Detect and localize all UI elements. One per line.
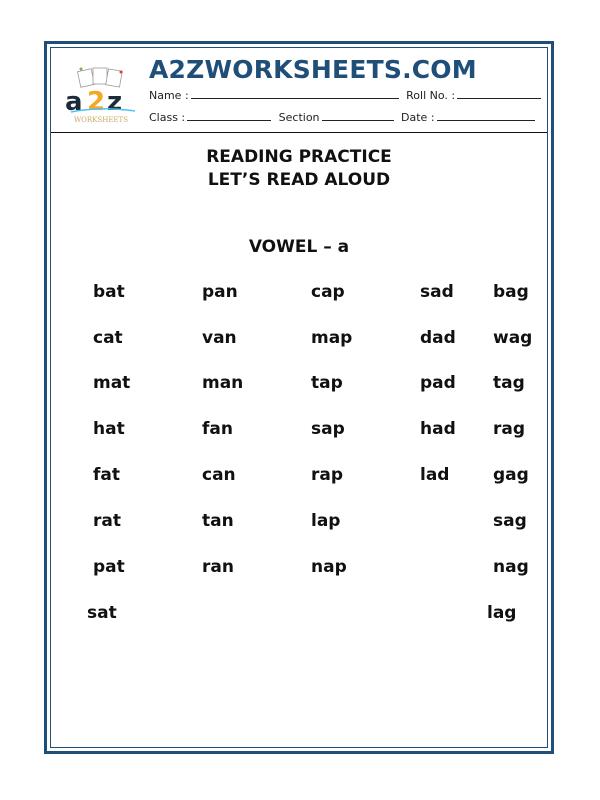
title-line-2: LET’S READ ALOUD bbox=[207, 170, 391, 190]
title-line-1: READING PRACTICE bbox=[206, 147, 392, 167]
word: rag bbox=[493, 419, 526, 439]
worksheet-header bbox=[51, 48, 547, 133]
word: sat bbox=[87, 603, 117, 623]
word: tan bbox=[202, 511, 234, 531]
word: rap bbox=[311, 465, 344, 485]
word: bat bbox=[93, 282, 125, 302]
date-label: Date : bbox=[401, 111, 435, 124]
word: ran bbox=[202, 557, 234, 577]
vowel-heading: VOWEL – a bbox=[248, 237, 350, 257]
svg-text:WORKSHEETS: WORKSHEETS bbox=[73, 116, 129, 124]
word: map bbox=[311, 328, 353, 348]
word: lap bbox=[311, 511, 341, 531]
site-title: A2ZWORKSHEETS.COM bbox=[149, 55, 477, 84]
word: bag bbox=[493, 282, 529, 302]
word: tag bbox=[493, 373, 525, 393]
word: nap bbox=[311, 557, 347, 577]
word: gag bbox=[493, 465, 529, 485]
word: man bbox=[202, 373, 244, 393]
roll-blank[interactable] bbox=[457, 89, 541, 99]
word: pad bbox=[420, 373, 456, 393]
class-label: Class : bbox=[149, 111, 186, 124]
word: fat bbox=[93, 465, 120, 485]
name-roll-row bbox=[149, 89, 545, 102]
word: pan bbox=[202, 282, 238, 302]
word: lag bbox=[487, 603, 517, 623]
date-blank[interactable] bbox=[437, 111, 535, 121]
section-blank[interactable] bbox=[322, 111, 394, 121]
worksheet-inner-border bbox=[50, 47, 548, 748]
name-label: Name : bbox=[149, 89, 189, 102]
worksheet-title bbox=[51, 146, 547, 192]
name-blank[interactable] bbox=[191, 89, 399, 99]
word: nag bbox=[493, 557, 529, 577]
word: pat bbox=[93, 557, 125, 577]
word: fan bbox=[202, 419, 233, 439]
word: tap bbox=[311, 373, 343, 393]
word: lad bbox=[420, 465, 450, 485]
section-label: Section bbox=[278, 111, 320, 124]
class-blank[interactable] bbox=[187, 111, 271, 121]
a2z-logo-icon bbox=[61, 66, 141, 128]
class-section-date-row bbox=[149, 111, 539, 124]
svg-text:z: z bbox=[107, 87, 123, 117]
word: sad bbox=[420, 282, 454, 302]
word: sap bbox=[311, 419, 345, 439]
word: had bbox=[420, 419, 456, 439]
word: cap bbox=[311, 282, 345, 302]
word: cat bbox=[93, 328, 123, 348]
word: mat bbox=[93, 373, 131, 393]
svg-text:2: 2 bbox=[87, 87, 106, 117]
word: sag bbox=[493, 511, 527, 531]
worksheet-border bbox=[44, 41, 554, 754]
word: van bbox=[202, 328, 237, 348]
roll-label: Roll No. : bbox=[406, 89, 456, 102]
svg-text:a: a bbox=[65, 87, 83, 117]
word: rat bbox=[93, 511, 121, 531]
word: can bbox=[202, 465, 236, 485]
word: dad bbox=[420, 328, 456, 348]
word: hat bbox=[93, 419, 125, 439]
word: wag bbox=[493, 328, 533, 348]
